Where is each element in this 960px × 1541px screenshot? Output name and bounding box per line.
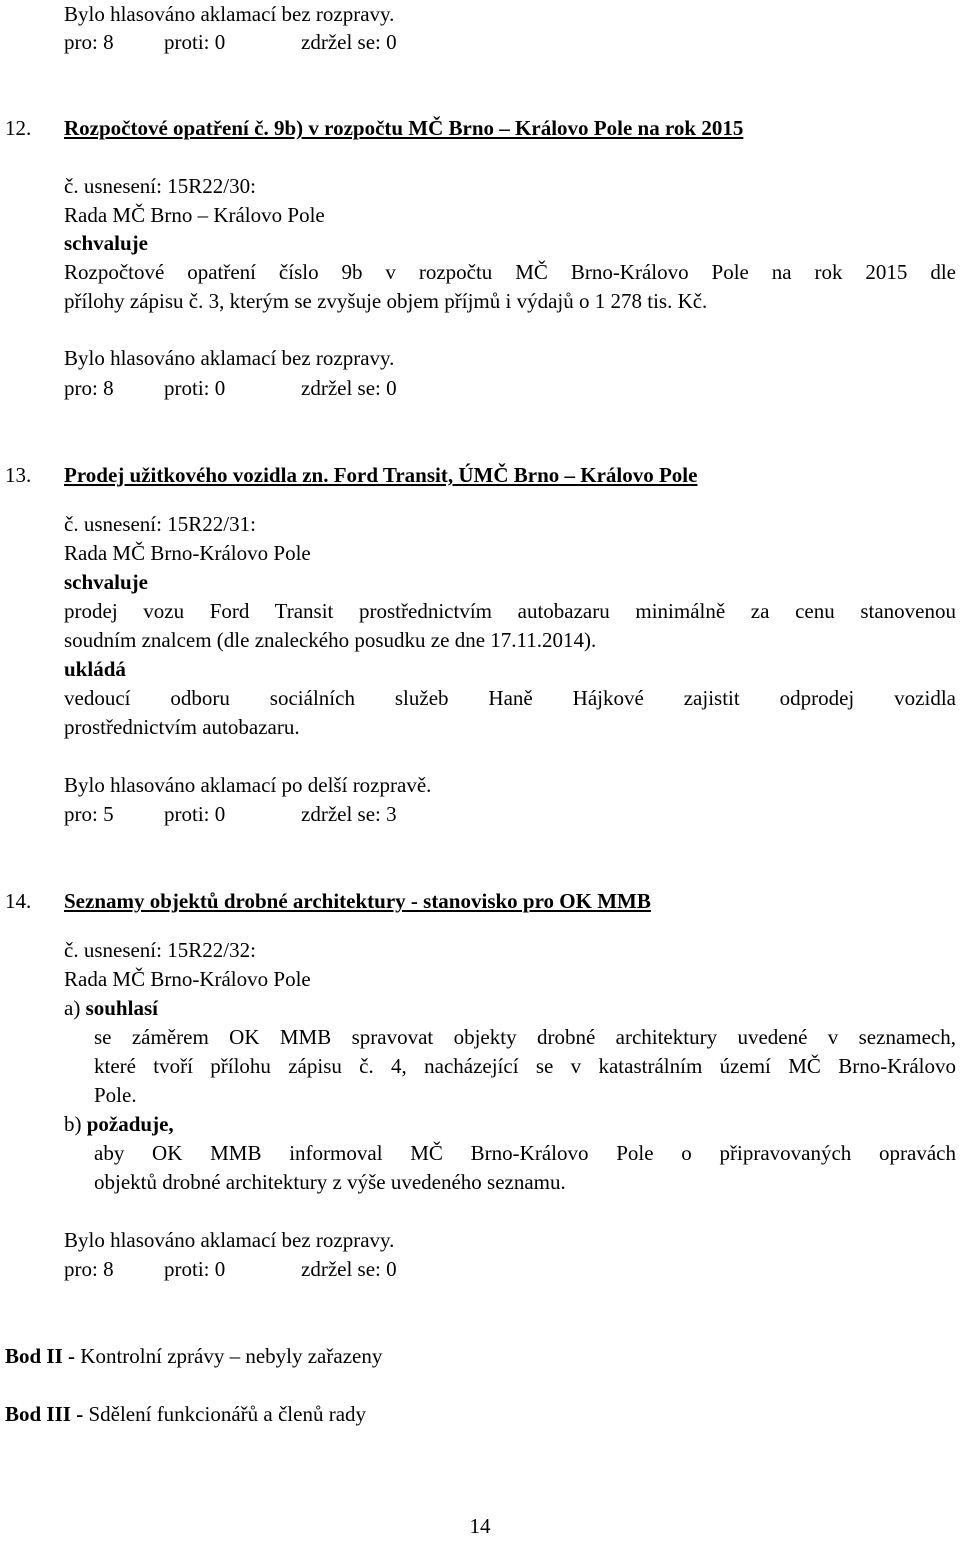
vote-zdrzel: zdržel se: 0	[301, 1257, 397, 1281]
resolution-body: Rada MČ Brno – Královo Pole	[64, 203, 325, 227]
vote-pro: pro: 8	[64, 376, 114, 400]
section-text: Sdělení funkcionářů a členů rady	[88, 1402, 367, 1426]
resolution-text: soudním znalcem (dle znaleckého posudku ze dne 17.11.2014).	[64, 628, 597, 652]
point-action: požaduje,	[86, 1112, 174, 1136]
vote-proti: proti: 0	[164, 802, 226, 826]
resolution-body: Rada MČ Brno-Královo Pole	[64, 967, 311, 991]
vote-pro: pro: 5	[64, 802, 114, 826]
resolution-point-b	[64, 1110, 174, 1139]
vote-pro: pro: 8	[64, 1257, 114, 1281]
resolution-number: č. usnesení: 15R22/31:	[64, 512, 256, 536]
vote-result	[64, 1255, 397, 1284]
resolution-number: č. usnesení: 15R22/32:	[64, 938, 256, 962]
resolution-text: prodej vozu Ford Transit prostřednictvím autobazaru minimálně za cenu stanovenou	[64, 599, 956, 623]
point-label: b)	[64, 1112, 82, 1136]
section-bod-2	[5, 1342, 382, 1371]
section-bod-3	[5, 1400, 366, 1429]
section-label: Bod II -	[5, 1344, 76, 1368]
section-text: Kontrolní zprávy – nebyly zařazeny	[80, 1344, 383, 1368]
resolution-text: které tvoří přílohu zápisu č. 4, nacházející se v katastrálním území MČ Brno-Královo	[94, 1054, 956, 1078]
item-number: 12.	[5, 116, 32, 140]
vote-proti: proti: 0	[164, 376, 226, 400]
item-title: Prodej užitkového vozidla zn. Ford Transit, ÚMČ Brno – Královo Pole	[64, 463, 698, 487]
resolution-text: prostřednictvím autobazaru.	[64, 715, 300, 739]
resolution-action: schvaluje	[64, 570, 148, 594]
voting-note: Bylo hlasováno aklamací bez rozpravy.	[64, 346, 395, 370]
resolution-text: vedoucí odboru sociálních služeb Haně Hájkové zajistit odprodej vozidla	[64, 686, 956, 710]
resolution-text: se záměrem OK MMB spravovat objekty drobné architektury uvedené v seznamech,	[94, 1025, 956, 1049]
page-number: 14	[469, 1514, 491, 1538]
vote-zdrzel: zdržel se: 3	[301, 802, 397, 826]
point-action: souhlasí	[85, 996, 158, 1020]
vote-proti: proti: 0	[164, 30, 226, 54]
resolution-text: aby OK MMB informoval MČ Brno-Královo Pole o připravovaných opravách	[94, 1141, 956, 1165]
vote-zdrzel: zdržel se: 0	[301, 30, 397, 54]
resolution-text: Rozpočtové opatření číslo 9b v rozpočtu MČ Brno-Královo Pole na rok 2015 dle	[64, 260, 956, 284]
resolution-point-a	[64, 994, 158, 1023]
vote-result	[64, 28, 397, 57]
resolution-text: objektů drobné architektury z výše uvedeného seznamu.	[94, 1170, 566, 1194]
resolution-number: č. usnesení: 15R22/30:	[64, 174, 256, 198]
point-label: a)	[64, 996, 81, 1020]
voting-note: Bylo hlasováno aklamací bez rozpravy.	[64, 1228, 395, 1252]
vote-result	[64, 374, 397, 403]
vote-proti: proti: 0	[164, 1257, 226, 1281]
resolution-text: přílohy zápisu č. 3, kterým se zvyšuje objem příjmů i výdajů o 1 278 tis. Kč.	[64, 289, 708, 313]
item-title: Seznamy objektů drobné architektury - stanovisko pro OK MMB	[64, 889, 651, 913]
resolution-text: Pole.	[94, 1083, 137, 1107]
voting-note: Bylo hlasováno aklamací bez rozpravy.	[64, 2, 395, 26]
item-number: 14.	[5, 889, 32, 913]
voting-note: Bylo hlasováno aklamací po delší rozpravě.	[64, 773, 432, 797]
resolution-body: Rada MČ Brno-Královo Pole	[64, 541, 311, 565]
item-title: Rozpočtové opatření č. 9b) v rozpočtu MČ Brno – Královo Pole na rok 2015	[64, 116, 744, 140]
vote-pro: pro: 8	[64, 30, 114, 54]
vote-result	[64, 800, 397, 829]
resolution-action: ukládá	[64, 657, 126, 681]
resolution-action: schvaluje	[64, 231, 148, 255]
vote-zdrzel: zdržel se: 0	[301, 376, 397, 400]
section-label: Bod III -	[5, 1402, 84, 1426]
item-number: 13.	[5, 463, 32, 487]
